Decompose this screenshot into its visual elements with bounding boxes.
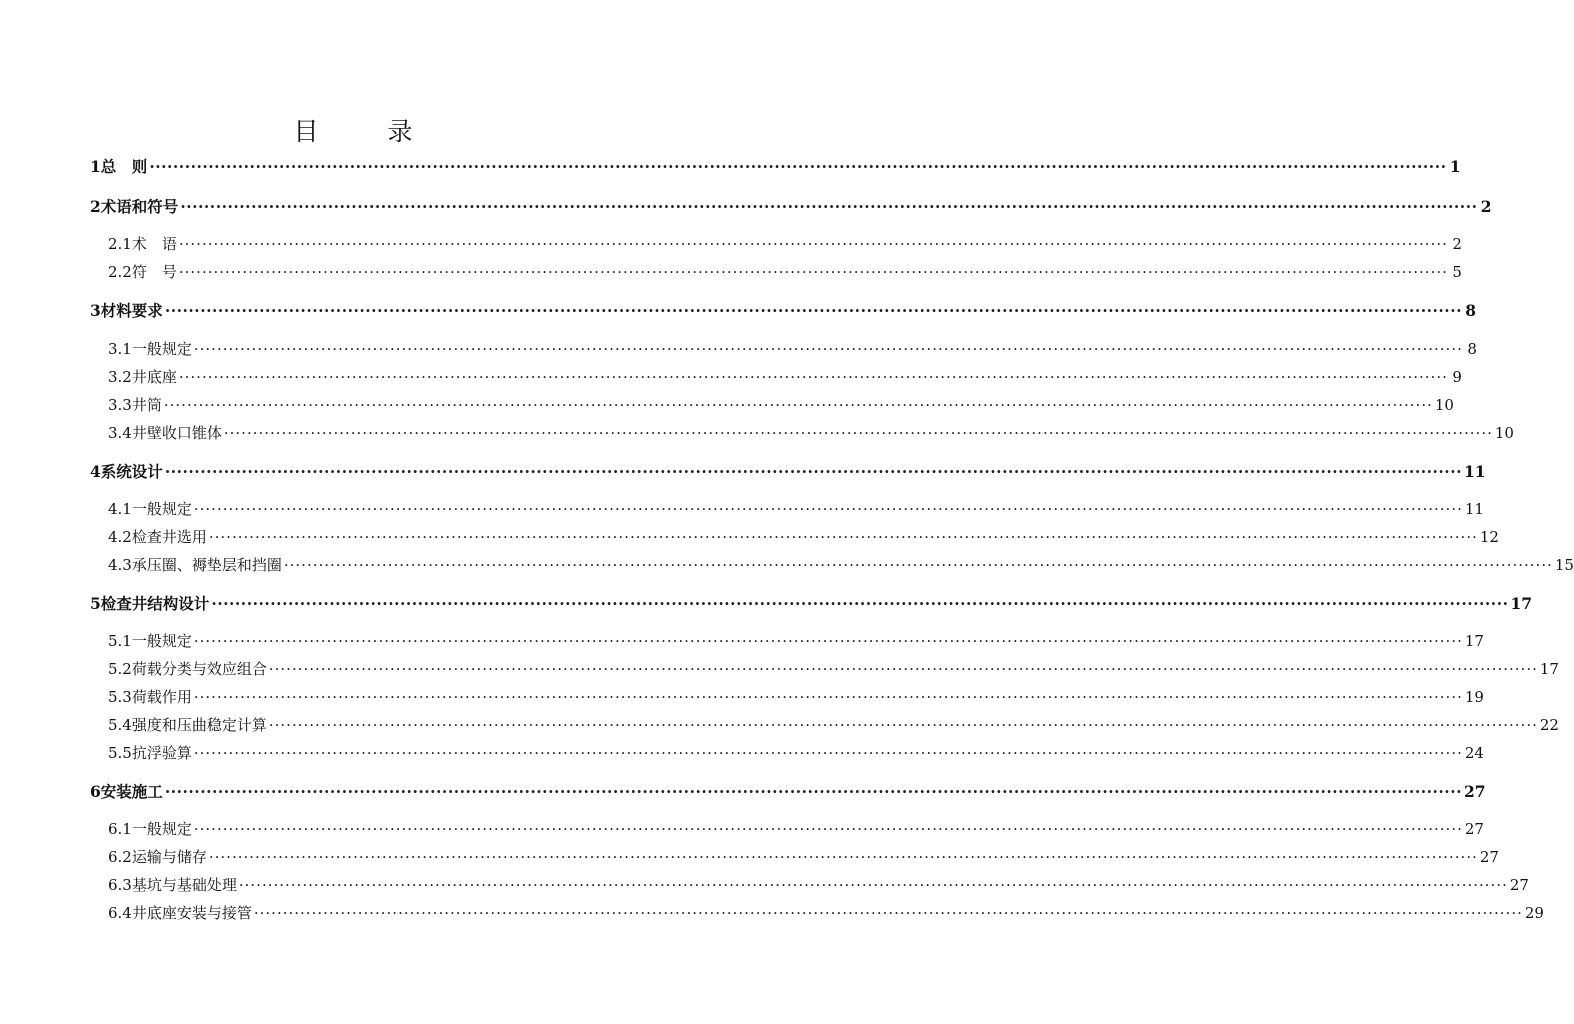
toc-section-entry <box>90 742 1484 764</box>
entry-title: 荷载作用 <box>131 688 192 706</box>
toc-section-entry <box>90 233 1462 255</box>
entry-title: 一般规定 <box>131 340 192 358</box>
entry-number: 3 <box>90 301 101 320</box>
entry-number: 6.3 <box>108 876 132 894</box>
dot-leader: ···························································································································································································································· <box>268 660 1538 678</box>
entry-number: 1 <box>90 157 101 176</box>
entry-page-number: 8 <box>1465 301 1476 320</box>
dot-leader: ···························································································································································································································· <box>149 157 1447 176</box>
dot-leader: ···························································································································································································································· <box>180 197 1478 216</box>
dot-leader: ···························································································································································································································· <box>178 235 1448 253</box>
entry-page-number: 27 <box>1464 820 1484 838</box>
entry-title: 一般规定 <box>131 820 192 838</box>
toc-section-entry <box>90 874 1529 896</box>
entry-title: 术语和符号 <box>100 197 179 216</box>
entry-number: 6.2 <box>108 848 132 866</box>
toc-section-entry <box>90 498 1484 520</box>
toc-chapter-entry <box>90 155 1461 177</box>
dot-leader: ···························································································································································································································· <box>193 632 1463 650</box>
entry-page-number: 9 <box>1452 368 1462 386</box>
entry-number: 5.4 <box>108 716 132 734</box>
entry-page-number: 24 <box>1464 744 1484 762</box>
entry-number: 3.1 <box>108 340 132 358</box>
toc-section-entry <box>90 366 1462 388</box>
entry-page-number: 27 <box>1509 876 1529 894</box>
toc-section-entry <box>90 902 1544 924</box>
dot-leader: ···························································································································································································································· <box>164 301 1462 320</box>
entry-number: 4 <box>90 462 101 481</box>
entry-page-number: 15 <box>1554 556 1574 574</box>
entry-number: 4.3 <box>108 556 132 574</box>
entry-page-number: 17 <box>1510 594 1533 613</box>
entry-page-number: 8 <box>1467 340 1477 358</box>
dot-leader: ···························································································································································································································· <box>193 820 1463 838</box>
dot-leader: ···························································································································································································································· <box>283 556 1553 574</box>
dot-leader: ···························································································································································································································· <box>163 396 1433 414</box>
entry-title: 术 语 <box>131 235 177 253</box>
dot-leader: ···························································································································································································································· <box>238 876 1508 894</box>
toc-section-entry <box>90 630 1484 652</box>
entry-page-number: 11 <box>1464 462 1486 481</box>
toc-section-entry <box>90 554 1574 576</box>
toc-chapter-entry <box>90 780 1486 802</box>
entry-page-number: 11 <box>1464 500 1484 518</box>
dot-leader: ···························································································································································································································· <box>268 716 1538 734</box>
entry-title: 运输与储存 <box>131 848 207 866</box>
dot-leader: ···························································································································································································································· <box>193 688 1463 706</box>
entry-title: 安装施工 <box>100 782 163 801</box>
entry-title: 检查井结构设计 <box>100 594 210 613</box>
dot-leader: ···························································································································································································································· <box>193 340 1463 358</box>
entry-page-number: 5 <box>1452 263 1462 281</box>
entry-number: 5.5 <box>108 744 132 762</box>
toc-section-entry <box>90 526 1499 548</box>
entry-title: 井底座安装与接管 <box>131 904 252 922</box>
toc-chapter-entry <box>90 299 1476 321</box>
entry-page-number: 17 <box>1464 632 1484 650</box>
entry-title: 承压圈、褥垫层和挡圈 <box>131 556 282 574</box>
entry-page-number: 2 <box>1480 197 1492 216</box>
entry-number: 5.3 <box>108 688 132 706</box>
entry-page-number: 10 <box>1494 424 1514 442</box>
dot-leader: ···························································································································································································································· <box>178 368 1448 386</box>
entry-title: 材料要求 <box>100 301 163 320</box>
toc-section-entry <box>90 394 1454 416</box>
entry-number: 2.2 <box>108 263 132 281</box>
entry-title: 井底座 <box>131 368 177 386</box>
dot-leader: ···························································································································································································································· <box>193 744 1463 762</box>
entry-number: 4.2 <box>108 528 132 546</box>
entry-number: 3.3 <box>108 396 132 414</box>
entry-page-number: 19 <box>1464 688 1484 706</box>
dot-leader: ···························································································································································································································· <box>208 848 1478 866</box>
entry-number: 5.2 <box>108 660 132 678</box>
entry-title: 抗浮验算 <box>131 744 192 762</box>
dot-leader: ···························································································································································································································· <box>253 904 1523 922</box>
dot-leader: ···························································································································································································································· <box>211 594 1509 613</box>
dot-leader: ···························································································································································································································· <box>193 500 1463 518</box>
entry-title: 系统设计 <box>100 462 163 481</box>
toc-section-entry <box>90 818 1484 840</box>
entry-number: 5.1 <box>108 632 132 650</box>
entry-title: 基坑与基础处理 <box>131 876 237 894</box>
entry-number: 3.4 <box>108 424 132 442</box>
entry-number: 2 <box>90 197 101 216</box>
page-title: 目 录 <box>293 117 435 146</box>
entry-page-number: 29 <box>1524 904 1544 922</box>
entry-title: 一般规定 <box>131 632 192 650</box>
entry-number: 2.1 <box>108 235 132 253</box>
entry-page-number: 22 <box>1539 716 1559 734</box>
entry-number: 6.1 <box>108 820 132 838</box>
entry-title: 强度和压曲稳定计算 <box>131 716 267 734</box>
entry-number: 3.2 <box>108 368 132 386</box>
toc-chapter-entry <box>90 460 1486 482</box>
entry-title: 符 号 <box>131 263 177 281</box>
entry-title: 一般规定 <box>131 500 192 518</box>
entry-title: 总 则 <box>100 157 148 176</box>
entry-page-number: 27 <box>1479 848 1499 866</box>
entry-number: 4.1 <box>108 500 132 518</box>
toc-section-entry <box>90 422 1514 444</box>
entry-title: 检查井选用 <box>131 528 207 546</box>
entry-number: 5 <box>90 594 101 613</box>
entry-page-number: 2 <box>1452 235 1462 253</box>
entry-page-number: 17 <box>1539 660 1559 678</box>
toc-section-entry <box>90 846 1499 868</box>
entry-title: 井壁收口锥体 <box>131 424 222 442</box>
dot-leader: ···························································································································································································································· <box>223 424 1493 442</box>
dot-leader: ···························································································································································································································· <box>164 462 1462 481</box>
dot-leader: ···························································································································································································································· <box>178 263 1448 281</box>
entry-page-number: 27 <box>1464 782 1486 801</box>
entry-title: 井筒 <box>131 396 162 414</box>
entry-title: 荷载分类与效应组合 <box>131 660 267 678</box>
dot-leader: ···························································································································································································································· <box>208 528 1478 546</box>
entry-number: 6.4 <box>108 904 132 922</box>
toc-section-entry <box>90 261 1462 283</box>
toc-chapter-entry <box>90 195 1492 217</box>
toc-section-entry <box>90 686 1484 708</box>
entry-number: 6 <box>90 782 101 801</box>
toc-section-entry <box>90 658 1559 680</box>
entry-page-number: 10 <box>1434 396 1454 414</box>
toc-section-entry <box>90 338 1477 360</box>
entry-page-number: 12 <box>1479 528 1499 546</box>
toc-chapter-entry <box>90 592 1533 614</box>
entry-page-number: 1 <box>1449 157 1461 176</box>
toc-section-entry <box>90 714 1559 736</box>
dot-leader: ···························································································································································································································· <box>164 782 1462 801</box>
